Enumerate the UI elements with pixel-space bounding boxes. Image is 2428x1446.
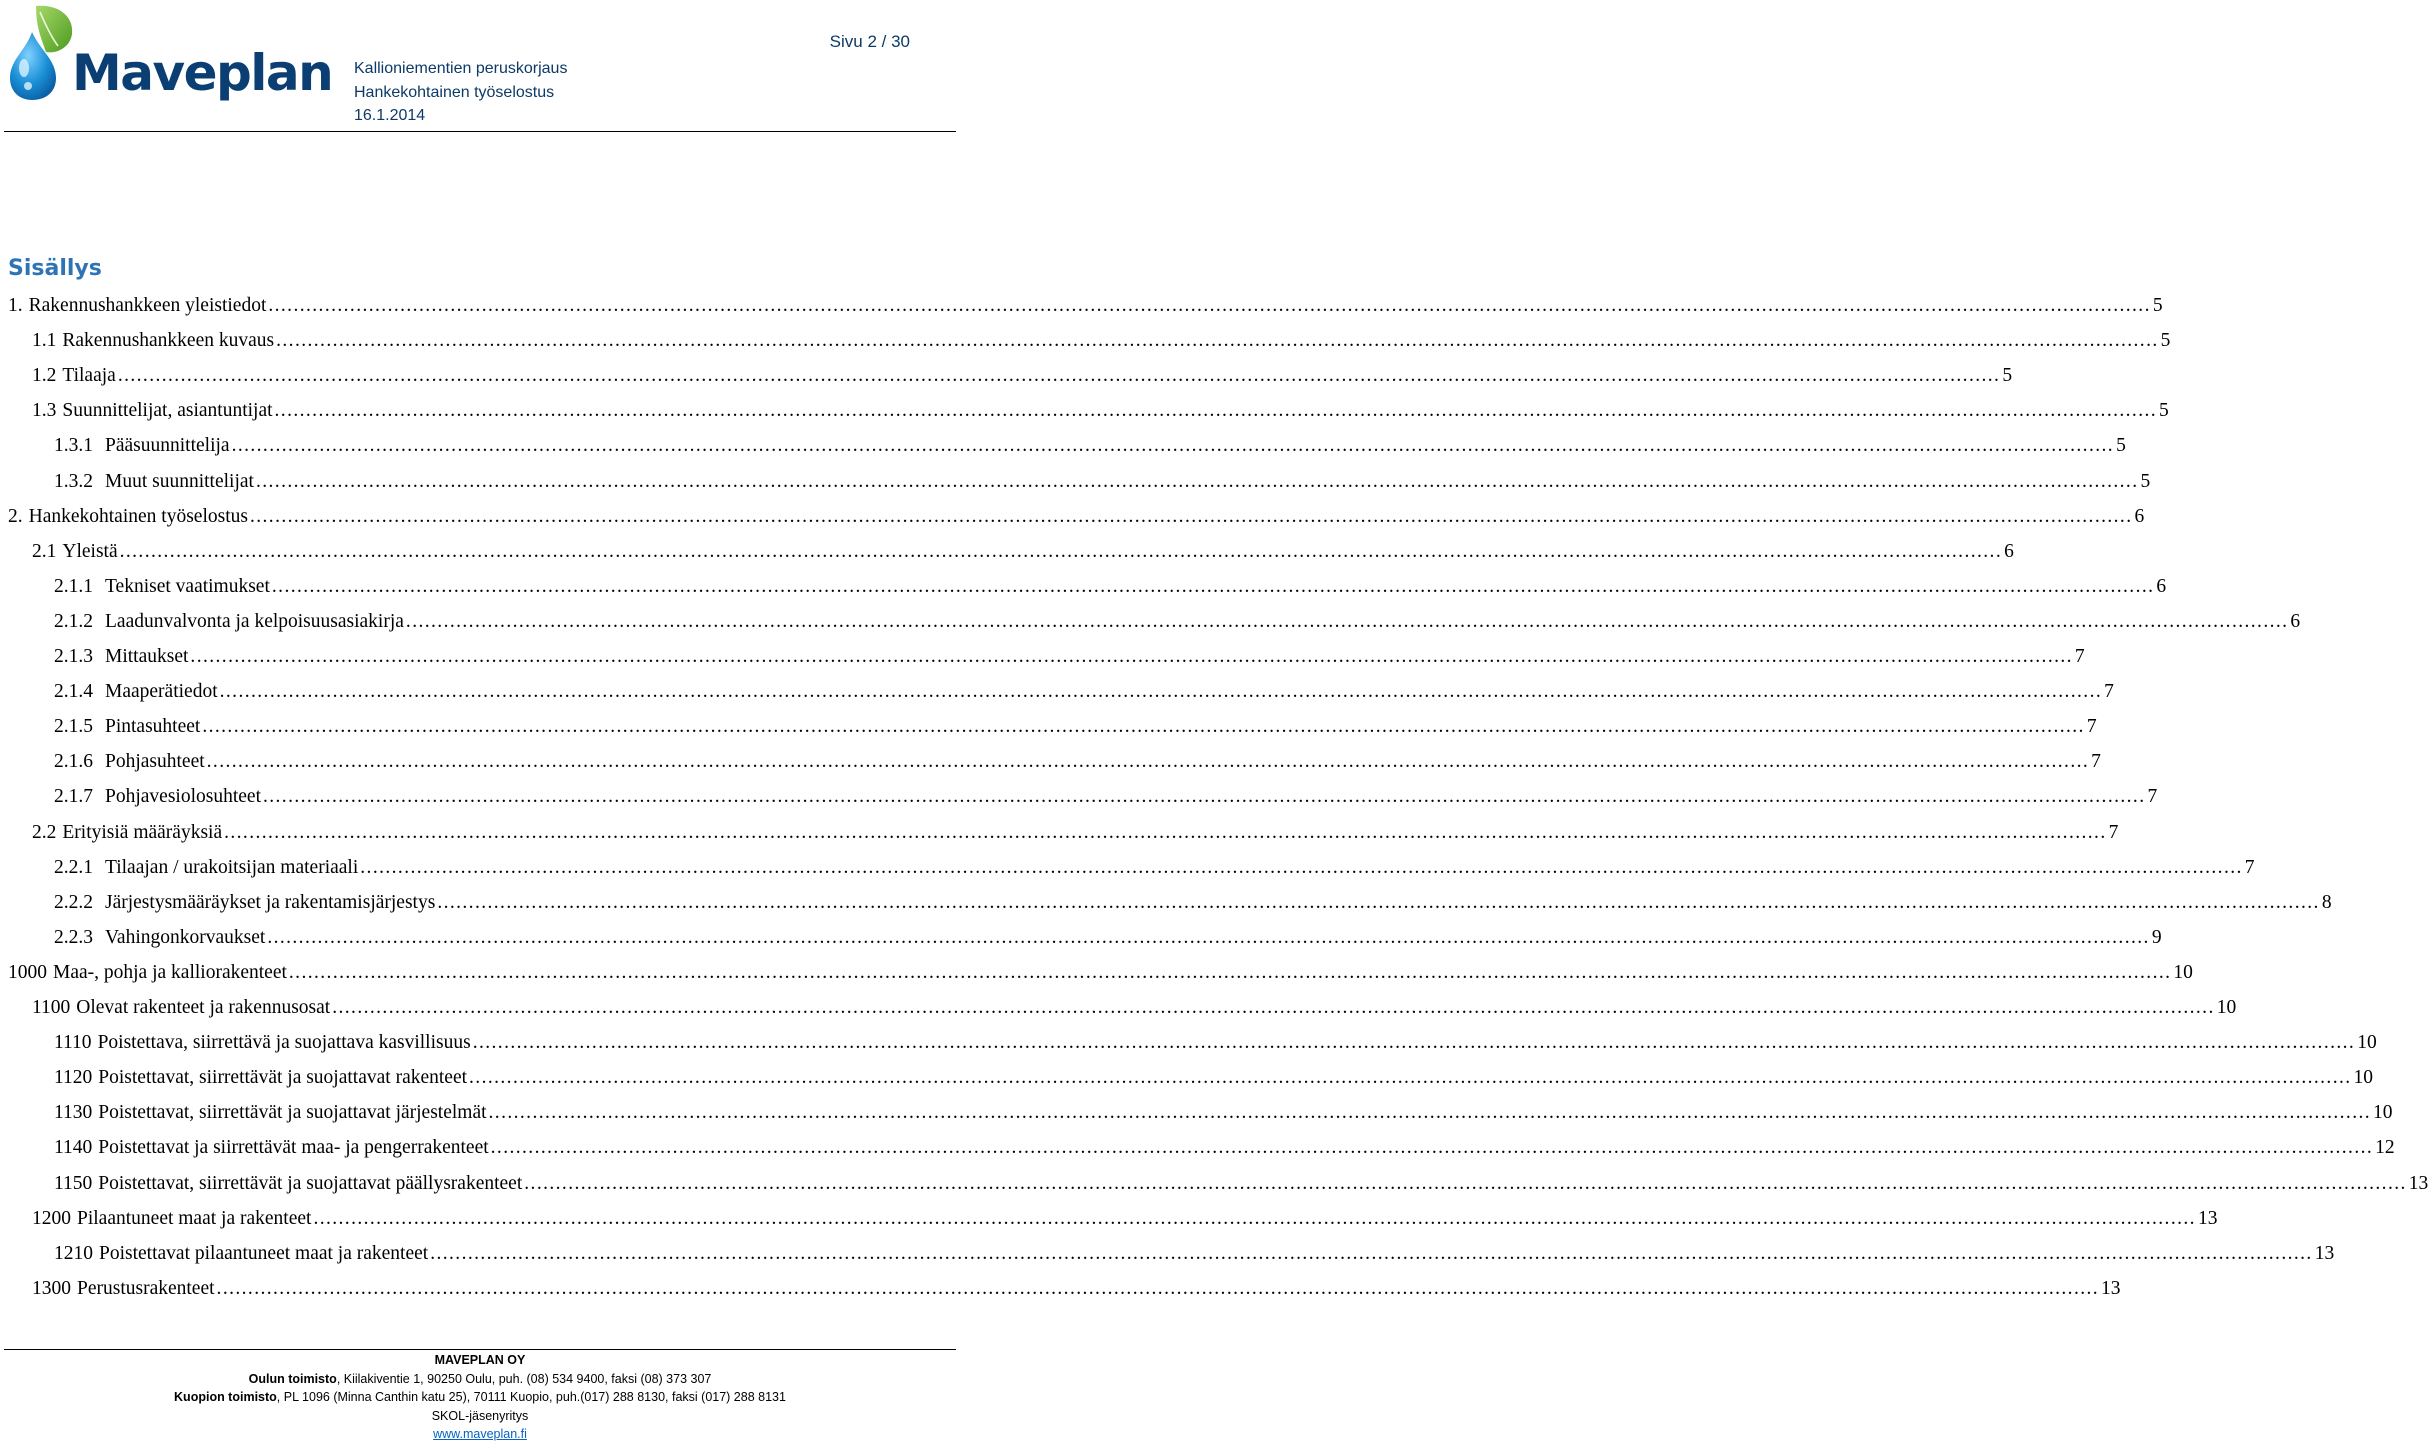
toc-entry-text: Pilaantuneet maat ja rakenteet	[77, 1207, 312, 1229]
toc-entry-page: 5	[2159, 400, 2169, 422]
toc-entry-label	[54, 1166, 522, 1201]
toc-entry-label	[54, 674, 218, 709]
toc-entry-number: 2.2.2	[54, 891, 93, 913]
toc-entry-number: 2.1.4	[54, 681, 93, 703]
toc-entry-text: Olevat rakenteet ja rakennusosat	[76, 997, 331, 1018]
page-number: Sivu 2 / 30	[829, 32, 910, 51]
toc-entry[interactable]	[54, 464, 2151, 499]
toc-entry-number: 1000	[8, 961, 47, 983]
toc-entry[interactable]	[32, 990, 2237, 1025]
toc-entry-number: 1130	[54, 1102, 93, 1124]
toc-leader-dots: ............................................................................................................................................................................................................................................................................................................	[216, 1277, 2100, 1299]
toc-entry[interactable]	[32, 323, 2171, 358]
toc-entry-page: 7	[2104, 681, 2114, 703]
toc-entry-number: 1.2	[32, 365, 57, 387]
toc-leader-dots: ............................................................................................................................................................................................................................................................................................................	[271, 575, 2155, 597]
water-drop-leaf-icon	[6, 2, 76, 102]
toc-entry-page: 7	[2108, 821, 2119, 843]
toc-title: Sisällys	[8, 256, 102, 281]
toc-entry-label	[32, 358, 116, 393]
footer-office-oulu: Oulun toimisto, Kiilakiventie 1, 90250 Oulu, puh. (08) 534 9400, faksi (08) 373 307	[248, 1371, 712, 1386]
document-info	[354, 57, 567, 128]
toc-entry-text: Laadunvalvonta ja kelpoisuusasiakirja	[105, 610, 404, 632]
toc-entry-label	[32, 1271, 215, 1306]
toc-entry[interactable]	[32, 393, 2169, 428]
toc-entry-number: 1210	[54, 1242, 93, 1264]
toc-entry-text: Pohjavesiolosuhteet	[105, 786, 261, 808]
toc-entry[interactable]	[54, 885, 2332, 920]
toc-entry-number: 1150	[54, 1172, 93, 1194]
footer-website-link[interactable]: www.maveplan.fi	[433, 1427, 527, 1442]
document-title: Hankekohtainen työselostus	[354, 83, 555, 101]
toc-entry-label	[54, 709, 200, 744]
toc-entry-page: 10	[2353, 1067, 2374, 1089]
toc-entry-text: Tilaaja	[62, 365, 116, 387]
toc-entry[interactable]	[54, 744, 2101, 779]
toc-entry-text: Erityisiä määräyksiä	[62, 821, 223, 843]
toc-entry[interactable]	[54, 850, 2255, 885]
toc-entry-text: Rakennushankkeen yleistiedot	[28, 295, 267, 316]
toc-leader-dots: ............................................................................................................................................................................................................................................................................................................	[472, 1032, 2356, 1054]
toc-entry[interactable]	[54, 674, 2114, 709]
toc-entry-label	[54, 885, 435, 920]
page-header	[0, 0, 960, 134]
toc-entry-label	[32, 393, 273, 428]
toc-entry-page: 13	[2408, 1172, 2428, 1194]
toc-leader-dots: ............................................................................................................................................................................................................................................................................................................	[224, 821, 2107, 843]
toc-entry-text: Poistettava, siirrettävä ja suojattava kasvillisuus	[97, 1032, 471, 1054]
toc-leader-dots: ............................................................................................................................................................................................................................................................................................................	[313, 1207, 2196, 1229]
toc-entry-number: 1.3	[32, 400, 57, 422]
toc-entry-label	[54, 1236, 428, 1271]
toc-entry-number: 2.1.3	[54, 646, 93, 667]
toc-entry[interactable]	[54, 639, 2085, 674]
toc-entry-page: 5	[2002, 365, 2013, 387]
toc-leader-dots: ............................................................................................................................................................................................................................................................................................................	[262, 786, 2146, 808]
toc-entry-label	[54, 639, 188, 674]
toc-leader-dots: ............................................................................................................................................................................................................................................................................................................	[219, 681, 2103, 703]
project-name: Kallioniementien peruskorjaus	[354, 60, 568, 77]
toc-entry-text: Poistettavat, siirrettävät ja suojattavat päällysrakenteet	[98, 1172, 523, 1194]
toc-entry-text: Poistettavat pilaantuneet maat ja rakenteet	[99, 1242, 429, 1264]
toc-entry-page: 9	[2151, 926, 2162, 948]
toc-entry-page: 7	[2086, 716, 2097, 738]
toc-entry-page: 5	[2116, 435, 2126, 457]
toc-entry-label	[54, 1025, 471, 1060]
toc-entry-text: Pohjasuhteet	[105, 751, 205, 773]
toc-entry[interactable]	[54, 709, 2097, 744]
toc-entry-page: 13	[2314, 1242, 2335, 1264]
toc-entry-number: 1300	[32, 1277, 71, 1299]
toc-entry[interactable]	[54, 428, 2126, 463]
toc-leader-dots: ............................................................................................................................................................................................................................................................................................................	[288, 961, 2172, 983]
toc-entry[interactable]	[54, 920, 2162, 955]
footer-company: MAVEPLAN OY	[434, 1353, 526, 1367]
footer-membership: SKOL-jäsenyritys	[431, 1408, 529, 1423]
toc-leader-dots: ............................................................................................................................................................................................................................................................................................................	[276, 330, 2159, 352]
toc-entry[interactable]	[32, 534, 2014, 569]
toc-entry-number: 2.	[8, 505, 23, 527]
toc-entry-number: 1120	[54, 1067, 93, 1089]
toc-entry-page: 6	[2004, 540, 2014, 562]
toc-entry-number: 1.3.2	[54, 470, 93, 492]
toc-entry-text: Järjestysmääräykset ja rakentamisjärjestys	[105, 891, 436, 913]
toc-entry-page: 5	[2152, 295, 2163, 316]
toc-entry-label	[54, 428, 230, 463]
toc-entry-page: 10	[2357, 1032, 2377, 1054]
toc-leader-dots: ............................................................................................................................................................................................................................................................................................................	[488, 1102, 2372, 1124]
toc-entry-number: 2.2.3	[54, 926, 93, 948]
toc-entry-label	[54, 1095, 487, 1130]
toc-entry-text: Rakennushankkeen kuvaus	[62, 330, 275, 352]
toc-entry-page: 13	[2197, 1207, 2218, 1229]
toc-entry-page: 10	[2173, 961, 2193, 983]
toc-entry-page: 13	[2101, 1277, 2121, 1299]
toc-entry-label	[8, 288, 266, 323]
toc-entry-page: 5	[2160, 330, 2171, 352]
toc-leader-dots: ............................................................................................................................................................................................................................................................................................................	[268, 295, 2151, 316]
toc-entry[interactable]	[54, 1166, 2428, 1201]
toc-leader-dots: ............................................................................................................................................................................................................................................................................................................	[119, 540, 2003, 562]
toc-entry[interactable]	[54, 604, 2301, 639]
toc-entry-number: 2.2.1	[54, 856, 93, 878]
toc-entry-label	[8, 955, 287, 990]
toc-leader-dots: ............................................................................................................................................................................................................................................................................................................	[249, 505, 2133, 527]
toc-entry-number: 2.2	[32, 821, 57, 843]
toc-entry-label	[54, 569, 270, 604]
toc-entry-page: 7	[2147, 786, 2158, 808]
toc-leader-dots: ............................................................................................................................................................................................................................................................................................................	[430, 1242, 2313, 1264]
toc-entry-text: Mittaukset	[105, 646, 189, 667]
toc-entry[interactable]	[54, 1025, 2377, 1060]
brand-name: Maveplan	[72, 44, 333, 102]
footer-office-kuopio: Kuopion toimisto, PL 1096 (Minna Canthin katu 25), 70111 Kuopio, puh.(017) 288 8130, faksi (017) 288 8131	[174, 1390, 786, 1405]
toc-leader-dots: ............................................................................................................................................................................................................................................................................................................	[190, 646, 2073, 667]
toc-entry[interactable]	[32, 358, 2013, 393]
toc-entry[interactable]	[32, 815, 2119, 850]
toc-entry-page: 10	[2216, 997, 2237, 1018]
toc-leader-dots: ............................................................................................................................................................................................................................................................................................................	[255, 470, 2139, 492]
toc-entry-page: 7	[2244, 856, 2255, 878]
toc-entry[interactable]	[8, 499, 2145, 534]
toc-entry-label	[54, 1130, 489, 1165]
toc-entry-text: Suunnittelijat, asiantuntijat	[62, 400, 273, 422]
toc-entry[interactable]	[32, 1201, 2218, 1236]
toc-entry-text: Perustusrakenteet	[77, 1277, 215, 1299]
toc-entry-text: Maaperätiedot	[105, 681, 218, 703]
maveplan-logo	[6, 2, 333, 110]
toc-entry-label	[32, 815, 222, 850]
toc-entry-label	[54, 744, 205, 779]
toc-entry[interactable]	[54, 1095, 2393, 1130]
toc-leader-dots: ............................................................................................................................................................................................................................................................................................................	[202, 716, 2085, 738]
toc-entry-number: 1100	[32, 997, 71, 1018]
page-footer	[0, 1349, 960, 1444]
toc-entry-text: Muut suunnittelijat	[105, 470, 254, 492]
toc-entry-page: 5	[2140, 470, 2151, 492]
toc-entry-number: 2.1.1	[54, 575, 93, 597]
toc-leader-dots: ............................................................................................................................................................................................................................................................................................................	[437, 891, 2320, 913]
toc-entry-text: Tekniset vaatimukset	[105, 575, 270, 597]
toc-entry-label	[54, 1060, 467, 1095]
toc-leader-dots: ............................................................................................................................................................................................................................................................................................................	[267, 926, 2150, 948]
toc-entry-number: 2.1.2	[54, 610, 93, 632]
toc-entry-number: 1110	[54, 1032, 92, 1054]
toc-entry-number: 1200	[32, 1207, 71, 1229]
toc-entry[interactable]	[32, 1271, 2121, 1306]
toc-entry-number: 2.1	[32, 540, 57, 562]
toc-entry-text: Maa-, pohja ja kalliorakenteet	[53, 961, 287, 983]
toc-entry-number: 1.3.1	[54, 435, 93, 457]
toc-entry-text: Pintasuhteet	[105, 716, 201, 738]
toc-entry-page: 6	[2134, 505, 2145, 527]
toc-entry[interactable]	[8, 288, 2163, 323]
toc-leader-dots: ............................................................................................................................................................................................................................................................................................................	[469, 1067, 2352, 1089]
toc-leader-dots: ............................................................................................................................................................................................................................................................................................................	[206, 751, 2090, 773]
toc-entry-label	[32, 1201, 311, 1236]
toc-entry-label	[32, 323, 274, 358]
toc-leader-dots: ............................................................................................................................................................................................................................................................................................................	[117, 365, 2001, 387]
toc-leader-dots: ............................................................................................................................................................................................................................................................................................................	[405, 610, 2289, 632]
toc-entry-text: Yleistä	[62, 540, 118, 562]
toc-leader-dots: ............................................................................................................................................................................................................................................................................................................	[231, 435, 2115, 457]
toc-entry-page: 7	[2074, 646, 2085, 667]
toc-entry[interactable]	[54, 1130, 2395, 1165]
toc-entry-label	[32, 990, 330, 1025]
document-date: 16.1.2014	[354, 107, 426, 124]
toc-entry-label	[54, 779, 261, 814]
toc-entry-page: 10	[2373, 1102, 2393, 1124]
header-divider	[4, 131, 956, 132]
toc-entry-label	[54, 850, 358, 885]
toc-entry-text: Pääsuunnittelija	[105, 435, 230, 457]
toc-entry-number: 1.	[8, 295, 23, 316]
toc-leader-dots: ............................................................................................................................................................................................................................................................................................................	[274, 400, 2158, 422]
toc-entry-page: 6	[2156, 575, 2167, 597]
toc-entry-page: 12	[2375, 1137, 2395, 1159]
toc-entry[interactable]	[54, 1060, 2374, 1095]
toc-entry[interactable]	[54, 1236, 2335, 1271]
toc-entry-label	[54, 464, 254, 499]
toc-leader-dots: ............................................................................................................................................................................................................................................................................................................	[524, 1172, 2407, 1194]
toc-entry-number: 1140	[54, 1137, 93, 1159]
toc-leader-dots: ............................................................................................................................................................................................................................................................................................................	[490, 1137, 2374, 1159]
toc-entry-number: 2.1.5	[54, 716, 93, 738]
toc-entry-number: 1.1	[32, 330, 57, 352]
toc-entry-label	[32, 534, 118, 569]
toc-entry-page: 7	[2091, 751, 2101, 773]
toc-entry-number: 2.1.7	[54, 786, 93, 808]
toc-leader-dots: ............................................................................................................................................................................................................................................................................................................	[332, 997, 2215, 1018]
toc-leader-dots: ............................................................................................................................................................................................................................................................................................................	[360, 856, 2243, 878]
toc-entry-text: Tilaajan / urakoitsijan materiaali	[105, 856, 359, 878]
toc-entry-label	[54, 604, 404, 639]
toc-entry-page: 6	[2290, 610, 2301, 632]
toc-entry-text: Poistettavat, siirrettävät ja suojattavat järjestelmät	[98, 1102, 487, 1124]
toc-entry-text: Poistettavat ja siirrettävät maa- ja pengerrakenteet	[98, 1137, 489, 1159]
toc-entry[interactable]	[54, 779, 2158, 814]
toc-entry-number: 2.1.6	[54, 751, 93, 773]
toc-entry-page: 8	[2321, 891, 2332, 913]
toc-entry-text: Poistettavat, siirrettävät ja suojattavat rakenteet	[98, 1067, 468, 1089]
toc-entry-label	[54, 920, 265, 955]
toc-entry[interactable]	[8, 955, 2193, 990]
toc-entry[interactable]	[54, 569, 2167, 604]
toc-entry-text: Vahingonkorvaukset	[105, 926, 266, 948]
toc-entry-label	[8, 499, 248, 534]
toc-entry-text: Hankekohtainen työselostus	[28, 505, 248, 527]
